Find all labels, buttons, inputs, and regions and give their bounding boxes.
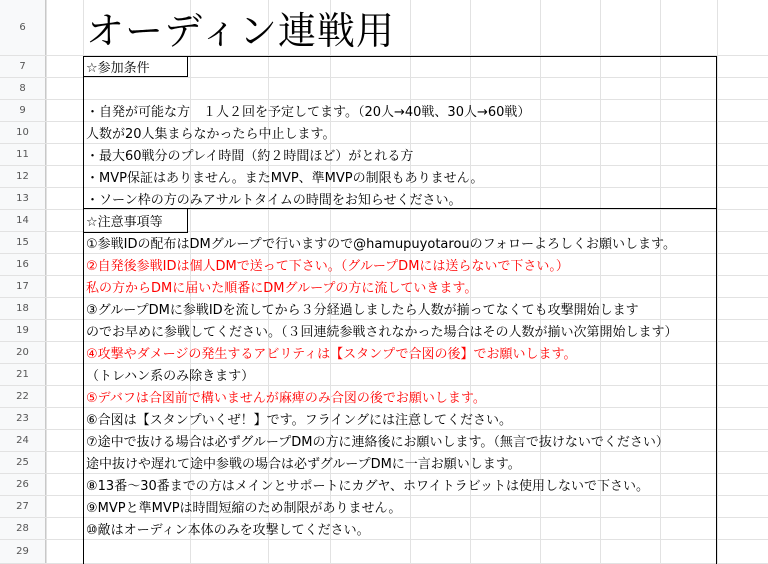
section-divider-line — [83, 208, 717, 209]
row-number[interactable]: 27 — [0, 496, 46, 517]
row-number[interactable]: 19 — [0, 320, 46, 341]
row-number[interactable]: 20 — [0, 342, 46, 363]
row-number[interactable]: 10 — [0, 122, 46, 143]
cell-text[interactable]: ・ソーン枠の方のみアサルトタイムの時間をお知らせください。 — [86, 193, 462, 208]
row-number[interactable]: 17 — [0, 276, 46, 297]
cell-text[interactable]: ☆参加条件 — [86, 61, 150, 76]
cell-text[interactable]: 途中抜けや遅れて途中参戦の場合は必ずグループDMに一言お願いします。 — [86, 457, 521, 472]
cell-border-conditions-right — [187, 56, 188, 77]
row-number[interactable]: 14 — [0, 210, 46, 231]
cell-border-notes-right — [187, 208, 188, 233]
row-number[interactable]: 26 — [0, 474, 46, 495]
sheet-title-cell[interactable]: オーディン連戦用 — [86, 9, 395, 53]
row-number[interactable]: 21 — [0, 364, 46, 385]
cell-border-notes-bottom — [83, 232, 187, 233]
cell-text[interactable]: ⑨MVPと準MVPは時間短縮のため制限がありません。 — [86, 501, 402, 516]
sheet-row[interactable] — [0, 0, 768, 56]
row-number[interactable]: 16 — [0, 254, 46, 275]
row-number[interactable]: 12 — [0, 166, 46, 187]
cell-text[interactable]: ⑥合図は【スタンプいくぜ！】です。フライングには注意してください。 — [86, 413, 512, 428]
row-number[interactable]: 9 — [0, 100, 46, 121]
cell-text[interactable]: ・MVP保証はありません。またMVP、準MVPの制限もありません。 — [86, 171, 484, 186]
row-number[interactable]: 13 — [0, 188, 46, 209]
row-number[interactable]: 23 — [0, 408, 46, 429]
cell-text[interactable]: ☆注意事項等 — [86, 215, 163, 230]
row-number[interactable]: 29 — [0, 540, 46, 563]
row-number[interactable]: 8 — [0, 78, 46, 99]
cell-text[interactable]: ②自発後参戦IDは個人DMで送って下さい。（グループDMには送らないで下さい。） — [86, 259, 569, 274]
row-number[interactable]: 6 — [0, 0, 46, 55]
cell-border-conditions-bottom — [83, 76, 187, 77]
row-number[interactable]: 28 — [0, 518, 46, 539]
row-number[interactable]: 15 — [0, 232, 46, 253]
cell-text[interactable]: （トレハン系のみ除きます） — [86, 369, 255, 384]
cell-text[interactable]: ④攻撃やダメージの発生するアビリティは【スタンプで合図の後】でお願いします。 — [86, 347, 577, 362]
cell-text[interactable]: ⑦途中で抜ける場合は必ずグループDMの方に連絡後にお願いします。（無言で抜けないでください） — [86, 435, 669, 450]
cell-text[interactable]: ⑩敵はオーディン本体のみを攻撃してください。 — [86, 523, 370, 538]
cell-text[interactable]: ③グループDMに参戦IDを流してから３分経過しましたら人数が揃ってなくても攻撃開始します — [86, 303, 639, 318]
row-number[interactable]: 25 — [0, 452, 46, 473]
row-number[interactable]: 11 — [0, 144, 46, 165]
cell-text[interactable]: 私の方からDMに届いた順番にDMグループの方に流していきます。 — [86, 281, 478, 296]
row-number[interactable]: 18 — [0, 298, 46, 319]
cell-text[interactable]: ・自発が可能な方 １人２回を予定してます。（20人→40戦、30人→60戦） — [86, 105, 531, 120]
cell-text[interactable]: のでお早めに参戦してください。（３回連続参戦されなかった場合はその人数が揃い次第開始します） — [86, 325, 678, 340]
row-number[interactable]: 7 — [0, 56, 46, 77]
cell-text[interactable]: ①参戦IDの配布はDMグループで行いますので@hamupuyotarouのフォローよろしくお願いします。 — [86, 237, 676, 252]
row-number[interactable]: 24 — [0, 430, 46, 451]
cell-text[interactable]: 人数が20人集まらなかったら中止します。 — [86, 127, 336, 142]
cell-text[interactable]: ⑤デバフは合図前で構いませんが麻痺のみ合図の後でお願いします。 — [86, 391, 486, 406]
cell-text[interactable]: ⑧13番〜30番までの方はメインとサポートにカグヤ、ホワイトラビットは使用しないで下さい。 — [86, 479, 650, 494]
content-border-frame — [83, 56, 717, 564]
cell-text[interactable]: ・最大60戦分のプレイ時間（約２時間ほど）がとれる方 — [86, 149, 414, 164]
row-number[interactable]: 22 — [0, 386, 46, 407]
